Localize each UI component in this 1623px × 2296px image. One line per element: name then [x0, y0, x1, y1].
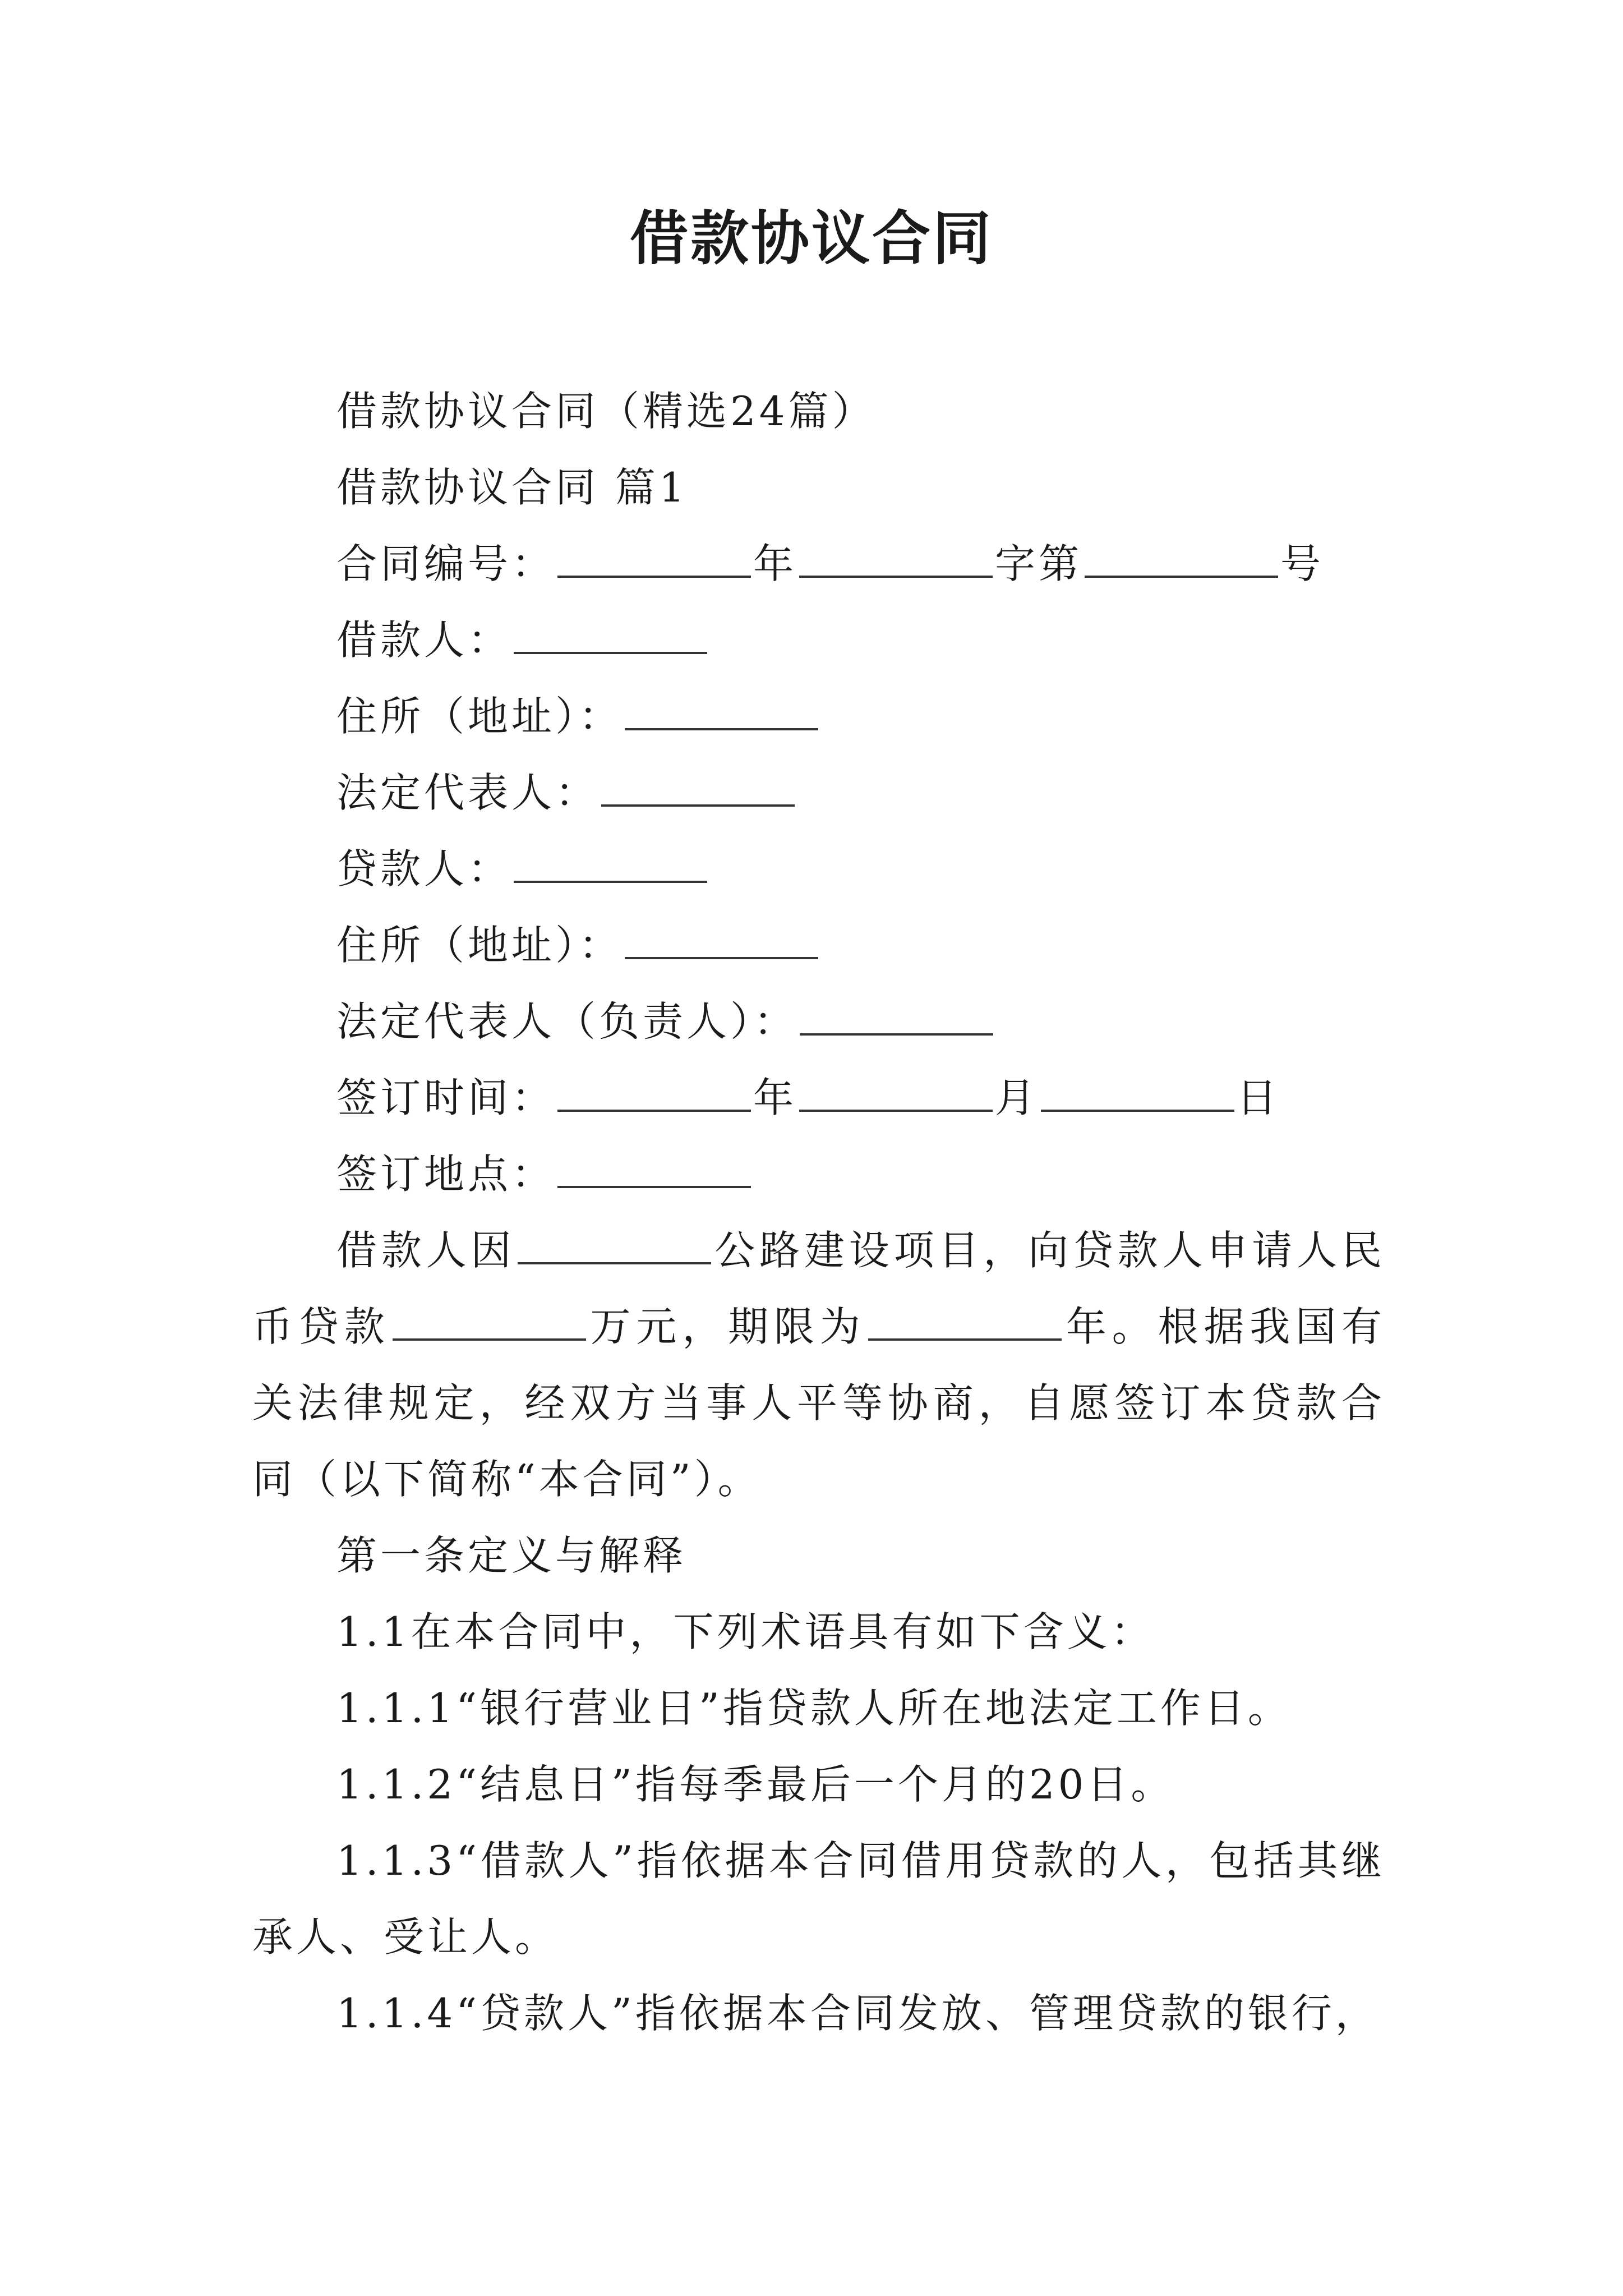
lender-address-label: 住所（地址）：: [336, 922, 623, 969]
borrower-legal-rep-label: 法定代表人：: [336, 769, 600, 816]
year-label: 年: [753, 1074, 797, 1121]
intro-text-2: 公路建设项目，向贷款人申请人民币贷款: [252, 1227, 1385, 1350]
document-title: 借款协议合同: [629, 204, 993, 273]
article-1-heading: 第一条定义与解释: [336, 1532, 687, 1579]
day-label: 日: [1237, 1074, 1281, 1121]
intro-text-3: 万元，期限为: [588, 1303, 866, 1350]
intro-paragraph: [252, 1212, 1385, 1517]
sign-place-label: 签订地点：: [336, 1151, 556, 1198]
document-subtitle: 借款协议合同（精选24篇）: [336, 388, 876, 435]
blank-field: [557, 1152, 751, 1188]
month-label: 月: [995, 1074, 1039, 1121]
blank-field: [514, 618, 707, 654]
blank-field: [393, 1305, 586, 1341]
sign-time-line: [252, 1060, 1385, 1136]
blank-field: [514, 847, 707, 883]
intro-text-4: 年。根据我国有关法律规定，经双方当事人平等协商，自愿签订本贷款合同（以下简称“本合同”）。: [252, 1303, 1385, 1503]
year-label: 年: [753, 540, 797, 587]
lender-line: [252, 831, 1385, 907]
blank-field: [625, 694, 818, 730]
sign-place-line: [252, 1136, 1385, 1212]
clause-1-1-2: 1.1.2“结息日”指每季最后一个月的20日。: [336, 1761, 1175, 1808]
blank-field: [799, 1076, 993, 1112]
blank-field: [800, 1000, 993, 1036]
clause-1-1-4: 1.1.4“贷款人”指依据本合同发放、管理贷款的银行，: [336, 1990, 1379, 2037]
lender-legal-rep-label: 法定代表人（负责人）：: [336, 998, 798, 1045]
section-heading: 借款协议合同 篇1: [336, 464, 688, 511]
borrower-line: [252, 602, 1385, 678]
lender-label: 贷款人：: [336, 845, 512, 892]
borrower-legal-rep-line: [252, 754, 1385, 831]
lender-legal-rep-line: [252, 983, 1385, 1060]
blank-field: [625, 923, 818, 959]
borrower-address-line: [252, 678, 1385, 754]
blank-field: [601, 771, 795, 807]
borrower-address-label: 住所（地址）：: [336, 693, 623, 740]
contract-number-line: [252, 526, 1385, 602]
number-label: 号: [1280, 540, 1325, 587]
blank-field: [1041, 1076, 1234, 1112]
blank-field: [557, 542, 751, 578]
document-body: [252, 373, 1385, 2051]
blank-field: [1085, 542, 1278, 578]
lender-address-line: [252, 907, 1385, 983]
sign-time-label: 签订时间：: [336, 1074, 556, 1121]
blank-field: [799, 542, 993, 578]
clause-1-1-3: 1.1.3“借款人”指依据本合同借用贷款的人，包括其继承人、受让人。: [252, 1837, 1385, 1961]
borrower-label: 借款人：: [336, 616, 512, 664]
clause-1-1: 1.1在本合同中，下列术语具有如下含义：: [336, 1608, 1155, 1655]
contract-number-label: 合同编号：: [336, 540, 556, 587]
intro-text-1: 借款人因: [336, 1227, 516, 1274]
blank-field: [868, 1305, 1062, 1341]
blank-field: [557, 1076, 751, 1112]
blank-field: [518, 1228, 711, 1264]
clause-1-1-1: 1.1.1“银行营业日”指贷款人所在地法定工作日。: [336, 1685, 1292, 1732]
char-number-label: 字第: [995, 540, 1083, 587]
